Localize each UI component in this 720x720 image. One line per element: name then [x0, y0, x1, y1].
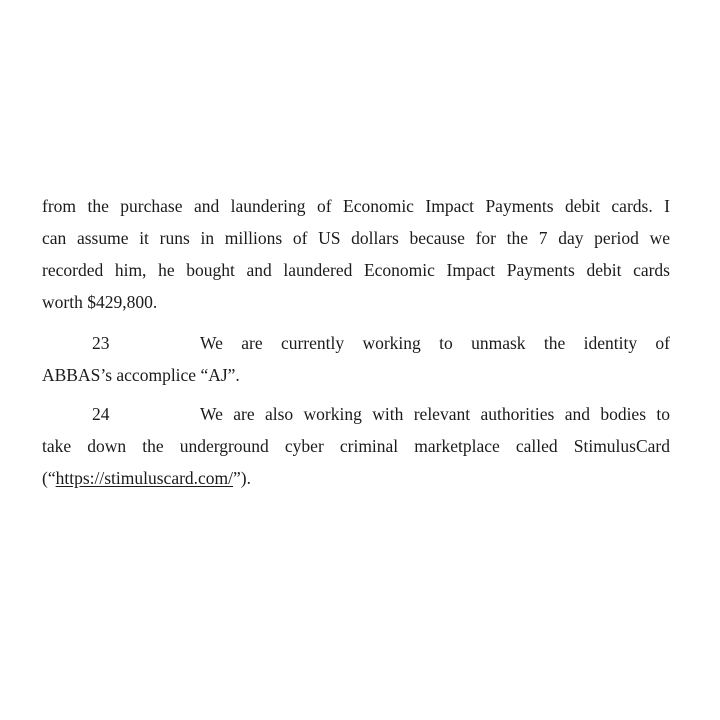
paragraph-24-line-3 [42, 462, 670, 494]
paragraph-24-first-line [42, 398, 670, 430]
intro-line-1: from the purchase and laundering of Economic Impact Payments debit cards. I [42, 196, 670, 216]
quote-close: ”). [233, 468, 252, 488]
paragraph-23 [42, 327, 670, 391]
paragraph-24-line-2: take down the underground cyber criminal marketplace called StimulusCard [42, 436, 670, 456]
intro-paragraph [42, 190, 670, 318]
stimuluscard-link[interactable]: https://stimuluscard.com/ [55, 468, 234, 488]
intro-line-2: can assume it runs in millions of US dollars because for the 7 day period we [42, 228, 670, 248]
quote-open: (“ [42, 468, 56, 488]
paragraph-24 [42, 398, 670, 494]
paragraph-number: 23 [92, 333, 110, 353]
paragraph-24-line-1: We are also working with relevant authorities and bodies to [200, 404, 670, 424]
paragraph-23-first-line [42, 327, 670, 359]
intro-line-3: recorded him, he bought and laundered Economic Impact Payments debit cards [42, 260, 670, 280]
paragraph-23-line-2: ABBAS’s accomplice “AJ”. [42, 365, 240, 385]
paragraph-23-line-1: We are currently working to unmask the identity of [200, 333, 670, 353]
intro-line-4: worth $429,800. [42, 292, 158, 312]
paragraph-number: 24 [92, 404, 110, 424]
